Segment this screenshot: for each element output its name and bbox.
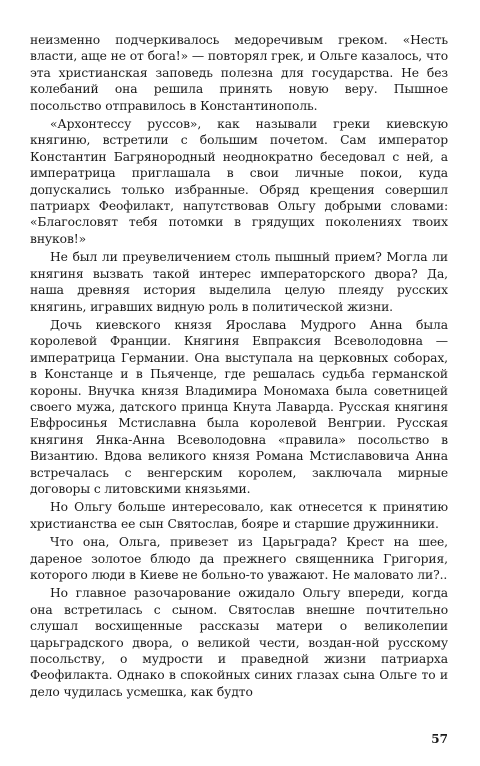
paragraph-7: Но главное разочарование ожидало Ольгу впереди, когда она встретилась с сыном. Святослав внешне почтительно слушал восхищенные рассказы матери о великолепии царьградского двора, о великой чести, воздан-ной русскому посольству, о мудрости и праведной жизни патриарха Феофилакта. Однако в спокойных синих глазах сына Ольге то и дело чудилась усмешка, как будто (30, 586, 448, 699)
paragraph-6: Что она, Ольга, привезет из Царьграда? Крест на шее, дареное золотое блюдо да прежнего священника Григория, которого люди в Киеве не больно-то уважают. Не маловато ли?.. (30, 535, 448, 582)
paragraph-3: Не был ли преувеличением столь пышный прием? Могла ли княгиня вызвать такой интерес императорского двора? Да, наша древняя история выделила целую плеяду русских княгинь, игравших видную роль в политической жизни. (30, 250, 448, 314)
paragraph-2: «Архонтессу руссов», как называли греки киевскую княгиню, встретили с большим почетом. Сам император Константин Багрянородный неоднократно беседовал с ней, а императрица приглашала в свои личные покои, куда допускались только избранные. Обряд крещения совершил патриарх Феофилакт, напутствовав Ольгу добрыми словами: «Благословят тебя потомки в грядущих поколениях твоих внуков!» (30, 117, 448, 246)
page-text (30, 32, 448, 702)
page-number: 57 (431, 732, 448, 746)
paragraph-4: Дочь киевского князя Ярослава Мудрого Анна была королевой Франции. Княгиня Евпраксия Всеволодовна — императрица Германии. Она выступала на церковных соборах, в Констанце и в Пьяченце, где решалась судьба германской короны. Внучка князя Владимира Мономаха была советницей своего мужа, датского принца Кнута Лаварда. Русская княгиня Евфросинья Мстиславна была королевой Венгрии. Русская княгиня Янка-Анна Всеволодовна «правила» посольство в Византию. Вдова великого князя Романа Мстиславовича Анна встречалась с венгерским королем, заключала мирные договоры с литовскими князьями. (30, 317, 448, 496)
paragraph-1: неизменно подчеркивалось медоречивым греком. «Несть власти, аще не от бога!» — повторял грек, и Ольге казалось, что эта христианская заповедь полезна для государства. Не без колебаний она решила принять новую веру. Пышное посольство отправилось в Константинополь. (30, 33, 448, 113)
paragraph-5: Но Ольгу больше интересовало, как отнесется к принятию христианства ее сын Святослав, бояре и старшие дружинники. (30, 500, 448, 531)
